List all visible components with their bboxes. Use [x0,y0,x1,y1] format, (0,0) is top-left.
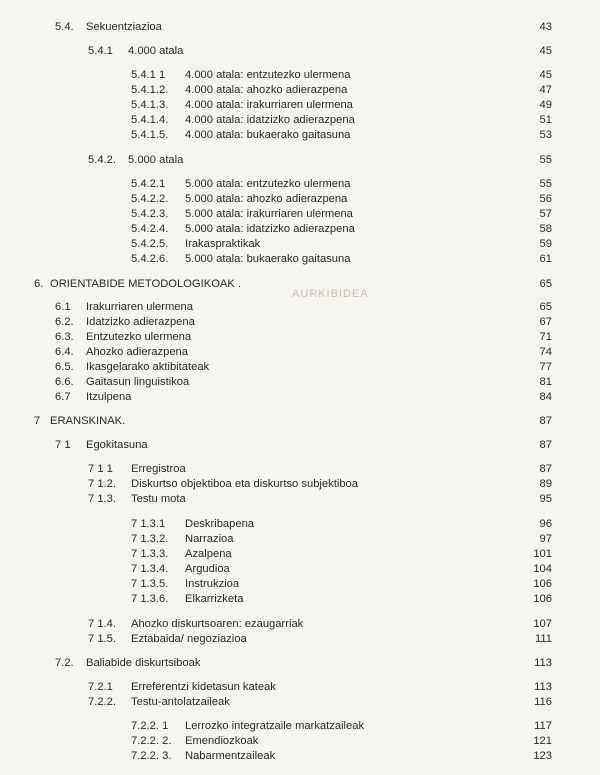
entry-title: Ikasgelarako aktibitateak [86,361,210,373]
page-number: 111 [534,633,552,645]
entry-number: 5.4.2.5. [131,238,169,250]
page-number: 97 [539,533,552,545]
entry-title: Itzulpena [86,391,132,403]
entry-number: 5.4.2. [88,154,116,166]
entry-number: 6.3. [55,331,74,343]
entry-title: Idatzizko adierazpena [86,316,195,328]
page-number: 106 [533,593,552,605]
entry-number: 6.1 [55,301,71,313]
entry-title: 5.000 atala: entzutezko ulermena [185,178,351,190]
entry-number: 7.2.1 [88,681,113,693]
entry-number: 6.6. [55,376,74,388]
entry-number: 5.4.2.2. [131,193,169,205]
entry-number: 5.4.2.4. [131,223,169,235]
entry-number: 7.2.2. 1 [131,720,169,732]
entry-number: 5.4.2.1 [131,178,166,190]
page-number: 84 [539,391,552,403]
page-number: 57 [539,208,552,220]
faint-watermark: AURKIBIDEA [292,288,369,300]
entry-title: Emendiozkoak [185,735,259,747]
page-number: 106 [533,578,552,590]
entry-title: Ahozko adierazpena [86,346,189,358]
entry-title: Argudioa [185,563,230,575]
entry-number: 6. [34,278,44,290]
entry-number: 7 1 1 [88,463,113,475]
entry-title: 4.000 atala: idatzizko adierazpena [185,114,355,126]
entry-title: 4.000 atala: bukaerako gaitasuna [185,129,351,141]
entry-title: Sekuentziazioa [86,21,162,33]
entry-number: 7 1.4. [88,618,116,630]
page-number: 116 [534,696,552,708]
page-number: 47 [539,84,552,96]
entry-number: 6.4. [55,346,74,358]
entry-title: 4.000 atala: entzutezko ulermena [185,69,351,81]
entry-number: 7 1.3.2. [131,533,169,545]
entry-number: 7.2. [55,657,74,669]
page-number: 56 [539,193,552,205]
entry-number: 7 1.3.6. [131,593,169,605]
entry-title: Instrukzioa [185,578,240,590]
entry-title: Erreferentzi kidetasun kateak [131,681,276,693]
entry-title: Deskribapena [185,518,255,530]
page-number: 77 [539,361,552,373]
page-number: 71 [539,331,552,343]
entry-title: Irakurriaren ulermena [86,301,193,313]
page-number: 101 [533,548,552,560]
entry-title: Lerrozko integratzaile markatzaileak [185,720,365,732]
page-number: 81 [539,376,552,388]
page-number: 59 [539,238,552,250]
entry-number: 5.4.2.3. [131,208,169,220]
page-number: 123 [533,750,552,762]
entry-number: 5.4. [55,21,74,33]
page-number: 65 [539,278,552,290]
entry-title: Nabarmentzaileak [185,750,276,762]
entry-title: Entzutezko ulermena [86,331,192,343]
page-number: 107 [533,618,552,630]
page-number: 89 [539,478,552,490]
entry-number: 7 1 [55,439,71,451]
entry-number: 5.4.2.6. [131,253,169,265]
page-number: 55 [539,154,552,166]
entry-number: 7.2.2. 2. [131,735,172,747]
entry-title: 4.000 atala: irakurriaren ulermena [185,99,353,111]
entry-title: Elkarrizketa [185,593,244,605]
entry-title: 5.000 atala: idatzizko adierazpena [185,223,355,235]
entry-number: 5.4.1 [88,45,113,57]
page-number: 45 [539,45,552,57]
page-number: 49 [539,99,552,111]
page-number: 58 [539,223,552,235]
entry-title: 5.000 atala: ahozko adierazpena [185,193,348,205]
entry-number: 5.4.1.2. [131,84,169,96]
page-number: 104 [533,563,552,575]
entry-number: 7.2.2. [88,696,116,708]
entry-number: 5.4.1.3. [131,99,169,111]
entry-title: ORIENTABIDE METODOLOGIKOAK . [50,278,242,290]
entry-title: Irakaspraktikak [185,238,261,250]
page-number: 51 [539,114,552,126]
entry-number: 5.4.1.5. [131,129,169,141]
page-number: 65 [539,301,552,313]
page-number: 45 [539,69,552,81]
entry-title: Diskurtso objektiboa eta diskurtso subjektiboa [131,478,358,490]
page-number: 117 [534,720,552,732]
entry-number: 6.7 [55,391,71,403]
page-number: 43 [539,21,552,33]
page-number: 113 [534,681,552,693]
entry-number: 7.2.2. 3. [131,750,172,762]
page-number: 87 [539,439,552,451]
entry-title: Ahozko diskurtsoaren: ezaugarriak [131,618,304,630]
page-number: 95 [539,493,552,505]
entry-title: Testu mota [131,493,186,505]
page-number: 121 [533,735,552,747]
entry-number: 5.4.1 1 [131,69,166,81]
page-number: 113 [534,657,552,669]
page-number: 67 [539,316,552,328]
entry-title: Egokitasuna [86,439,148,451]
entry-title: Erregistroa [131,463,186,475]
page-number: 96 [539,518,552,530]
entry-title: 5.000 atala: bukaerako gaitasuna [185,253,351,265]
entry-number: 7 [34,415,41,427]
page-number: 87 [539,463,552,475]
entry-title: Narrazioa [185,533,234,545]
entry-number: 7 1.3.5. [131,578,169,590]
entry-title: Gaitasun linguistikoa [86,376,190,388]
entry-title: Baliabide diskurtsiboak [86,657,201,669]
entry-number: 7 1.3.1 [131,518,166,530]
page-number: 61 [539,253,552,265]
entry-number: 7 1.3.3. [131,548,169,560]
entry-title: 4.000 atala [128,45,184,57]
page-number: 53 [539,129,552,141]
entry-title: 4.000 atala: ahozko adierazpena [185,84,348,96]
page-number: 87 [539,415,552,427]
entry-number: 7 1.2. [88,478,116,490]
page-number: 55 [539,178,552,190]
entry-number: 7 1.5. [88,633,116,645]
entry-title: 5.000 atala [128,154,184,166]
entry-number: 6.2. [55,316,74,328]
page-number: 74 [539,346,552,358]
entry-title: 5.000 atala: irakurriaren ulermena [185,208,353,220]
entry-number: 7 1.3.4. [131,563,169,575]
entry-title: Azalpena [185,548,232,560]
entry-number: 5.4.1.4. [131,114,169,126]
entry-number: 6.5. [55,361,74,373]
entry-title: ERANSKINAK. [50,415,126,427]
entry-title: Testu-antolatzaileak [131,696,230,708]
entry-number: 7 1.3. [88,493,116,505]
entry-title: Eztabaida/ negoziazioa [131,633,247,645]
